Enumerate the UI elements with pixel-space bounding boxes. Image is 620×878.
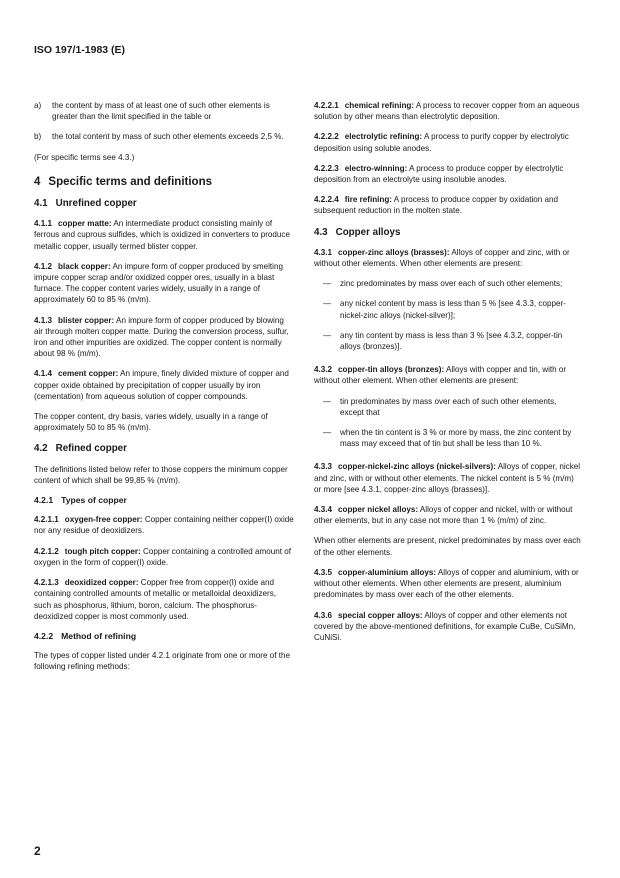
copper-nickel-note: When other elements are present, nickel predominates by mass over each of the other elements.: [314, 536, 581, 557]
dash-item: — tin predominates by mass over each of such other elements, except that: [322, 396, 557, 417]
section-4-heading: 4 Specific terms and definitions: [34, 175, 212, 188]
right-column: [314, 100, 582, 652]
term-cement-copper: 4.1.4 cement copper: An impure, finely divided mixture of copper and copper oxide obtained by precipitation of copper usually by iron (cementation) from aqueous solution of copper compounds.: [34, 369, 289, 401]
list-text: the total content by mass of such other elements exceeds 2,5 %.: [52, 132, 284, 142]
dash-item: — any tin content by mass is less than 3 % [see 4.3.2, copper-tin alloys (bronzes)].: [322, 330, 563, 352]
list-text: the content by mass of at least one of such other elements is greater than the limit specified in the table or: [52, 101, 270, 122]
section-4-3-heading: 4.3 Copper alloys: [314, 226, 401, 238]
list-label: a): [34, 101, 42, 110]
refined-copper-intro: The definitions listed below refer to those coppers the minimum copper content of which shall be 99,85 % (m/m).: [34, 464, 288, 485]
term-copper-tin-alloys: 4.3.2 copper-tin alloys (bronzes): Alloys with copper and tin, with or without other element. When other elements are present:: [314, 365, 567, 386]
left-column: [34, 100, 294, 682]
term-tough-pitch-copper: 4.2.1.2 tough pitch copper: Copper containing a controlled amount of oxygen in the form of copper(I) oxide.: [34, 546, 292, 567]
dash-item: — zinc predominates by mass over each of such other elements;: [322, 279, 563, 289]
list-item-b: [34, 131, 294, 142]
term-copper-aluminium-alloys: 4.3.5 copper-aluminium alloys: Alloys of copper and aluminium, with or without other elements. When other elements are present, aluminium predominates by mass over each of the other elements.: [314, 567, 579, 600]
term-oxygen-free-copper: 4.2.1.1 oxygen-free copper: Copper containing neither copper(I) oxide nor any residue of deoxidizers.: [34, 515, 294, 536]
section-4-2-heading: 4.2 Refined copper: [34, 443, 127, 455]
term-electro-winning: 4.2.2.3 electro-winning: A process to produce copper by electrolytic deposition from an electrolyte using insoluble anodes.: [314, 163, 564, 185]
cement-copper-note: The copper content, dry basis, varies widely, usually in a range of approximately 50 to 85 % (m/m).: [34, 412, 268, 433]
dash-item: — when the tin content is 3 % or more by mass, the zinc content by mass may exceed that of tin but shall be less than 10 %.: [322, 428, 572, 449]
term-copper-nickel-zinc-alloys: 4.3.3 copper-nickel-zinc alloys (nickel-silvers): Alloys of copper, nickel and zinc, with or without other elements. The nickel content is 5 % (m/m) or more [see 4.3.1, copper-zinc alloys (brasses)].: [314, 462, 581, 494]
list-label: b): [34, 132, 42, 142]
term-special-copper-alloys: 4.3.6 special copper alloys: Alloys of copper and other elements not covered by the above-mentioned definitions, for example CuBe, CuSiMn, CuNiSi.: [314, 610, 576, 642]
page-number: 2: [34, 844, 41, 858]
term-chemical-refining: 4.2.2.1 chemical refining: A process to recover copper from an aqueous solution by other means than electrolytic deposition.: [314, 101, 580, 122]
term-blister-copper: 4.1.3 blister copper: An impure form of copper produced by blowing air through molten copper matte. During the conversion process, sulfur, iron and other impurities are oxidized. The copper content is normally about 98 % (m/m).: [34, 315, 289, 359]
term-deoxidized-copper: 4.2.1.3 deoxidized copper: Copper free from copper(I) oxide and containing controlled amounts of metallic or metalloidal deoxidizers, such as phosphorus, lithium, boron, calcium. The phosphorus-deoxidized copper is most commonly used.: [34, 578, 277, 621]
refining-methods-intro: The types of copper listed under 4.2.1 originate from one or more of the following refining methods:: [34, 651, 290, 672]
dash-item: — any nickel content by mass is less than 5 % [see 4.3.3, copper-nickel-zinc alloys (nickel-silver)];: [322, 299, 566, 320]
term-copper-matte: 4.1.1 copper matte: An intermediate product consisting mainly of ferrous and cuprous sulfides, which is oxidized in converters to produce metallic copper, usually termed blister copper.: [34, 219, 290, 251]
term-black-copper: 4.1.2 black copper: An impure form of copper produced by smelting impure copper scrap and/or oxidized copper ores, usually in a blast furnace. The copper content varies widely, usually in a range of approximately 60 to 85 % (m/m).: [34, 261, 283, 305]
term-copper-zinc-alloys: 4.3.1 copper-zinc alloys (brasses): Alloys of copper and zinc, with or without other elements. When other elements are present:: [314, 247, 570, 269]
term-copper-nickel-alloys: 4.3.4 copper nickel alloys: Alloys of copper and nickel, with or without other elements, but in any case not more than 1 % (m/m) of zinc.: [314, 505, 573, 526]
section-4-2-1-heading: 4.2.1 Types of copper: [34, 495, 127, 506]
term-fire-refining: 4.2.2.4 fire refining: A process to produce copper by oxidation and subsequent reduction in the molten state.: [314, 195, 559, 216]
document-header: ISO 197/1-1983 (E): [34, 44, 126, 56]
term-electrolytic-refining: 4.2.2.2 electrolytic refining: A process to purify copper by electrolytic deposition using soluble anodes.: [314, 132, 569, 153]
specific-terms-note: (For specific terms see 4.3.): [34, 152, 135, 162]
section-4-2-2-heading: 4.2.2 Method of refining: [34, 630, 137, 641]
list-item-a: [34, 100, 294, 122]
section-4-1-heading: 4.1 Unrefined copper: [34, 198, 137, 210]
